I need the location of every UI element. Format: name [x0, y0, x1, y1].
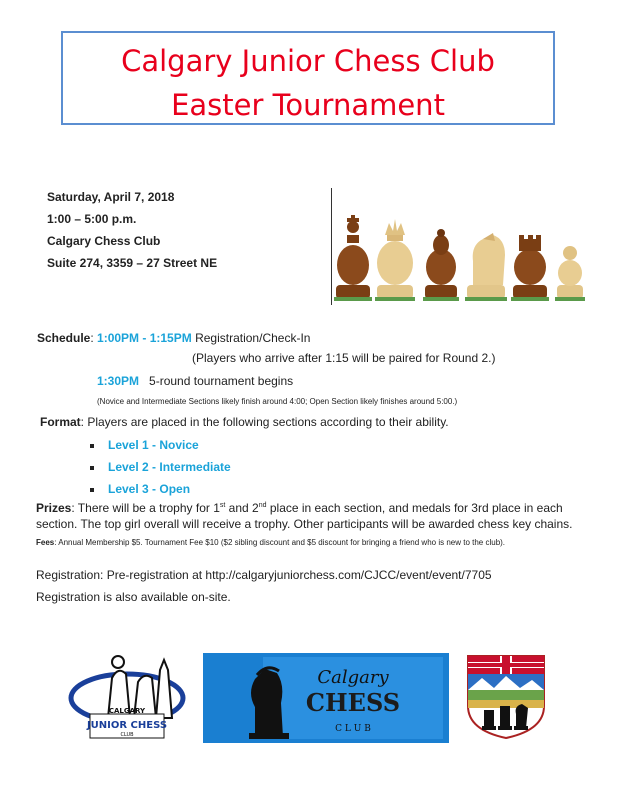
- prizes-text-c: place in each section, and medals for 3rd place in each section. The top girl overall will receive a trophy. Other participants will be awarded chess key chains.: [36, 501, 573, 531]
- knight-piece-icon: [465, 233, 507, 301]
- event-time: 1:00 – 5:00 p.m.: [47, 212, 137, 226]
- fees-text: : Annual Membership $5. Tournament Fee $10 ($2 sibling discount and $5 discount for bringing a friend who is new to the club).: [54, 538, 506, 547]
- king-piece-icon: [334, 215, 372, 301]
- schedule-desc-1: Registration/Check-In: [195, 331, 311, 345]
- queen-piece-icon: [375, 219, 415, 301]
- format-line: [40, 414, 449, 430]
- logo1-main-text: JUNIOR CHESS: [86, 720, 168, 731]
- schedule-line-1: Schedule: 1:00PM - 1:15PM Registration/Check-In: [37, 331, 311, 345]
- bishop-piece-icon: [423, 229, 459, 301]
- rook-piece-icon: [511, 235, 549, 301]
- level-item: [90, 434, 231, 456]
- pawn-piece-icon: [555, 246, 585, 301]
- prizes-sup-2: nd: [258, 502, 267, 509]
- level-item: [90, 456, 231, 478]
- level-item: [90, 478, 231, 500]
- level-label: Level 2 - Intermediate: [108, 460, 231, 474]
- registration-line-2: Registration is also available on-site.: [36, 590, 231, 604]
- event-address: Suite 274, 3359 – 27 Street NE: [47, 256, 218, 270]
- event-date: Saturday, April 7, 2018: [47, 190, 175, 204]
- prizes-sup-1: st: [219, 502, 226, 509]
- title-box: [61, 31, 555, 125]
- logo1-sub-text: CLUB: [120, 732, 134, 738]
- logo1-top-text: CALGARY: [108, 707, 146, 715]
- bullet-square-icon: [90, 444, 94, 448]
- schedule-time-1: 1:00PM - 1:15PM: [97, 331, 192, 345]
- level-label: Level 1 - Novice: [108, 438, 199, 452]
- registration-line-1: Registration: Pre-registration at http://calgaryjuniorchess.com/CJCC/event/event/7705: [36, 568, 492, 582]
- divider-line: [331, 188, 332, 305]
- title-line-2: Easter Tournament: [171, 88, 445, 122]
- event-info: [47, 186, 217, 274]
- prizes-text-b: and 2: [225, 501, 259, 515]
- late-arrival-note: (Players who arrive after 1:15 will be paired for Round 2.): [192, 351, 496, 365]
- calgary-chess-club-logo: [203, 653, 449, 743]
- format-label: Format: [40, 415, 81, 429]
- event-venue: Calgary Chess Club: [47, 234, 161, 248]
- prizes-text-a: : There will be a trophy for 1: [71, 501, 220, 515]
- level-label: Level 3 - Open: [108, 482, 191, 496]
- junior-chess-club-logo: [68, 648, 186, 743]
- title-line-1: Calgary Junior Chess Club: [121, 44, 495, 78]
- schedule-line-2: [97, 373, 293, 389]
- schedule-desc-2: 5-round tournament begins: [149, 374, 294, 388]
- logo2-main-text: CHESS: [305, 688, 401, 717]
- finish-time-note: (Novice and Intermediate Sections likely finish around 4:00; Open Section likely finishes around 5:00.): [97, 397, 458, 406]
- bullet-square-icon: [90, 466, 94, 470]
- logo2-sub-text: C L U B: [335, 724, 371, 734]
- level-list: [90, 434, 231, 500]
- logo2-graphic: [203, 653, 449, 743]
- bullet-square-icon: [90, 488, 94, 492]
- format-text: : Players are placed in the following sections according to their ability.: [80, 415, 449, 429]
- schedule-time-2: 1:30PM: [97, 374, 140, 388]
- prizes-paragraph: [36, 500, 586, 532]
- logo2-script-text: Calgary: [317, 667, 389, 688]
- fees-paragraph: [36, 537, 586, 548]
- schedule-label: Schedule: [37, 331, 91, 345]
- chess-pieces-image: [333, 205, 588, 305]
- alberta-crest-logo: [466, 654, 546, 740]
- prizes-label: Prizes: [36, 501, 72, 515]
- fees-label: Fees: [36, 538, 55, 547]
